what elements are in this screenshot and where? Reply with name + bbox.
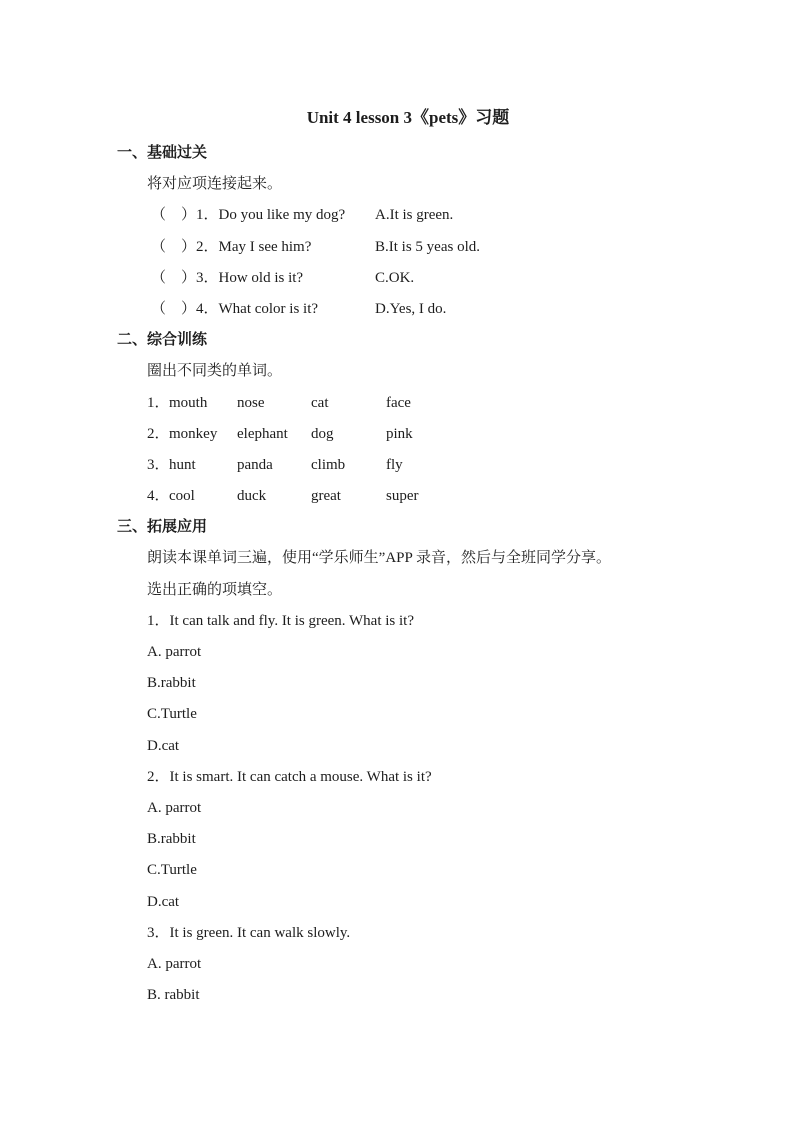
word: panda — [237, 456, 273, 473]
word-row-number: 2． — [147, 425, 170, 442]
word-row-number: 1． — [147, 394, 170, 411]
mcq-option: C.Turtle — [147, 706, 197, 723]
matching-item — [0, 232, 793, 263]
section-instruction: 将对应项连接起来。 — [147, 176, 283, 193]
matching-answer: D.Yes, I do. — [375, 300, 447, 317]
matching-question: （ ）1．Do you like my dog? — [151, 207, 346, 224]
matching-answer: A.It is green. — [375, 207, 454, 224]
odd-word-row — [0, 481, 793, 512]
word: cool — [169, 488, 195, 505]
odd-word-row — [0, 450, 793, 481]
mcq-option: A. parrot — [147, 799, 202, 816]
section-heading-training: 二、综合训练 — [117, 332, 208, 349]
matching-answer: B.It is 5 yeas old. — [375, 238, 480, 255]
odd-word-row — [0, 388, 793, 419]
matching-item — [0, 200, 793, 231]
word: cat — [311, 394, 329, 411]
word: climb — [311, 456, 346, 473]
section-instruction: 朗读本课单词三遍，使用“学乐师生”APP 录音，然后与全班同学分享。 — [147, 550, 612, 567]
mcq-option: D.cat — [147, 893, 180, 910]
worksheet-content — [0, 102, 793, 1011]
odd-word-row — [0, 419, 793, 450]
word: pink — [386, 425, 413, 442]
section-heading-basics: 一、基础过关 — [117, 145, 208, 161]
word: great — [311, 488, 341, 505]
matching-item — [0, 263, 793, 294]
word-row-number: 4． — [147, 488, 170, 505]
mcq-question: 2．It is smart. It can catch a mouse. What is it? — [147, 768, 432, 785]
word: hunt — [169, 456, 196, 473]
word: elephant — [237, 425, 288, 442]
word: nose — [237, 394, 265, 411]
mcq-question: 3．It is green. It can walk slowly. — [147, 924, 351, 941]
mcq-option: B.rabbit — [147, 675, 196, 692]
matching-item — [0, 294, 793, 325]
section-instruction: 圈出不同类的单词。 — [147, 363, 283, 380]
mcq-option: A. parrot — [147, 644, 202, 660]
word: mouth — [169, 394, 208, 411]
mcq-option: A. parrot — [147, 955, 202, 972]
mcq-option: C.Turtle — [147, 862, 197, 879]
word: face — [386, 394, 411, 411]
word: super — [386, 488, 419, 505]
matching-answer: C.OK. — [375, 269, 415, 286]
word: fly — [386, 456, 403, 473]
word: monkey — [169, 425, 218, 442]
mcq-option: B. rabbit — [147, 987, 200, 1004]
mcq-question: 1．It can talk and fly. It is green. What is it? — [147, 612, 415, 629]
mcq-option: D.cat — [147, 737, 180, 754]
mcq-option: B.rabbit — [147, 831, 196, 848]
word: dog — [311, 425, 334, 442]
word-row-number: 3． — [147, 456, 170, 473]
matching-question: （ ）2．May I see him? — [151, 238, 312, 255]
matching-question: （ ）3．How old is it? — [151, 269, 304, 286]
section-heading-extension: 三、拓展应用 — [117, 519, 208, 536]
word: duck — [237, 488, 267, 505]
page-title: Unit 4 lesson 3《pets》习题 — [306, 108, 510, 127]
matching-question: （ ）4．What color is it? — [151, 300, 319, 317]
section-instruction: 选出正确的项填空。 — [147, 581, 283, 598]
